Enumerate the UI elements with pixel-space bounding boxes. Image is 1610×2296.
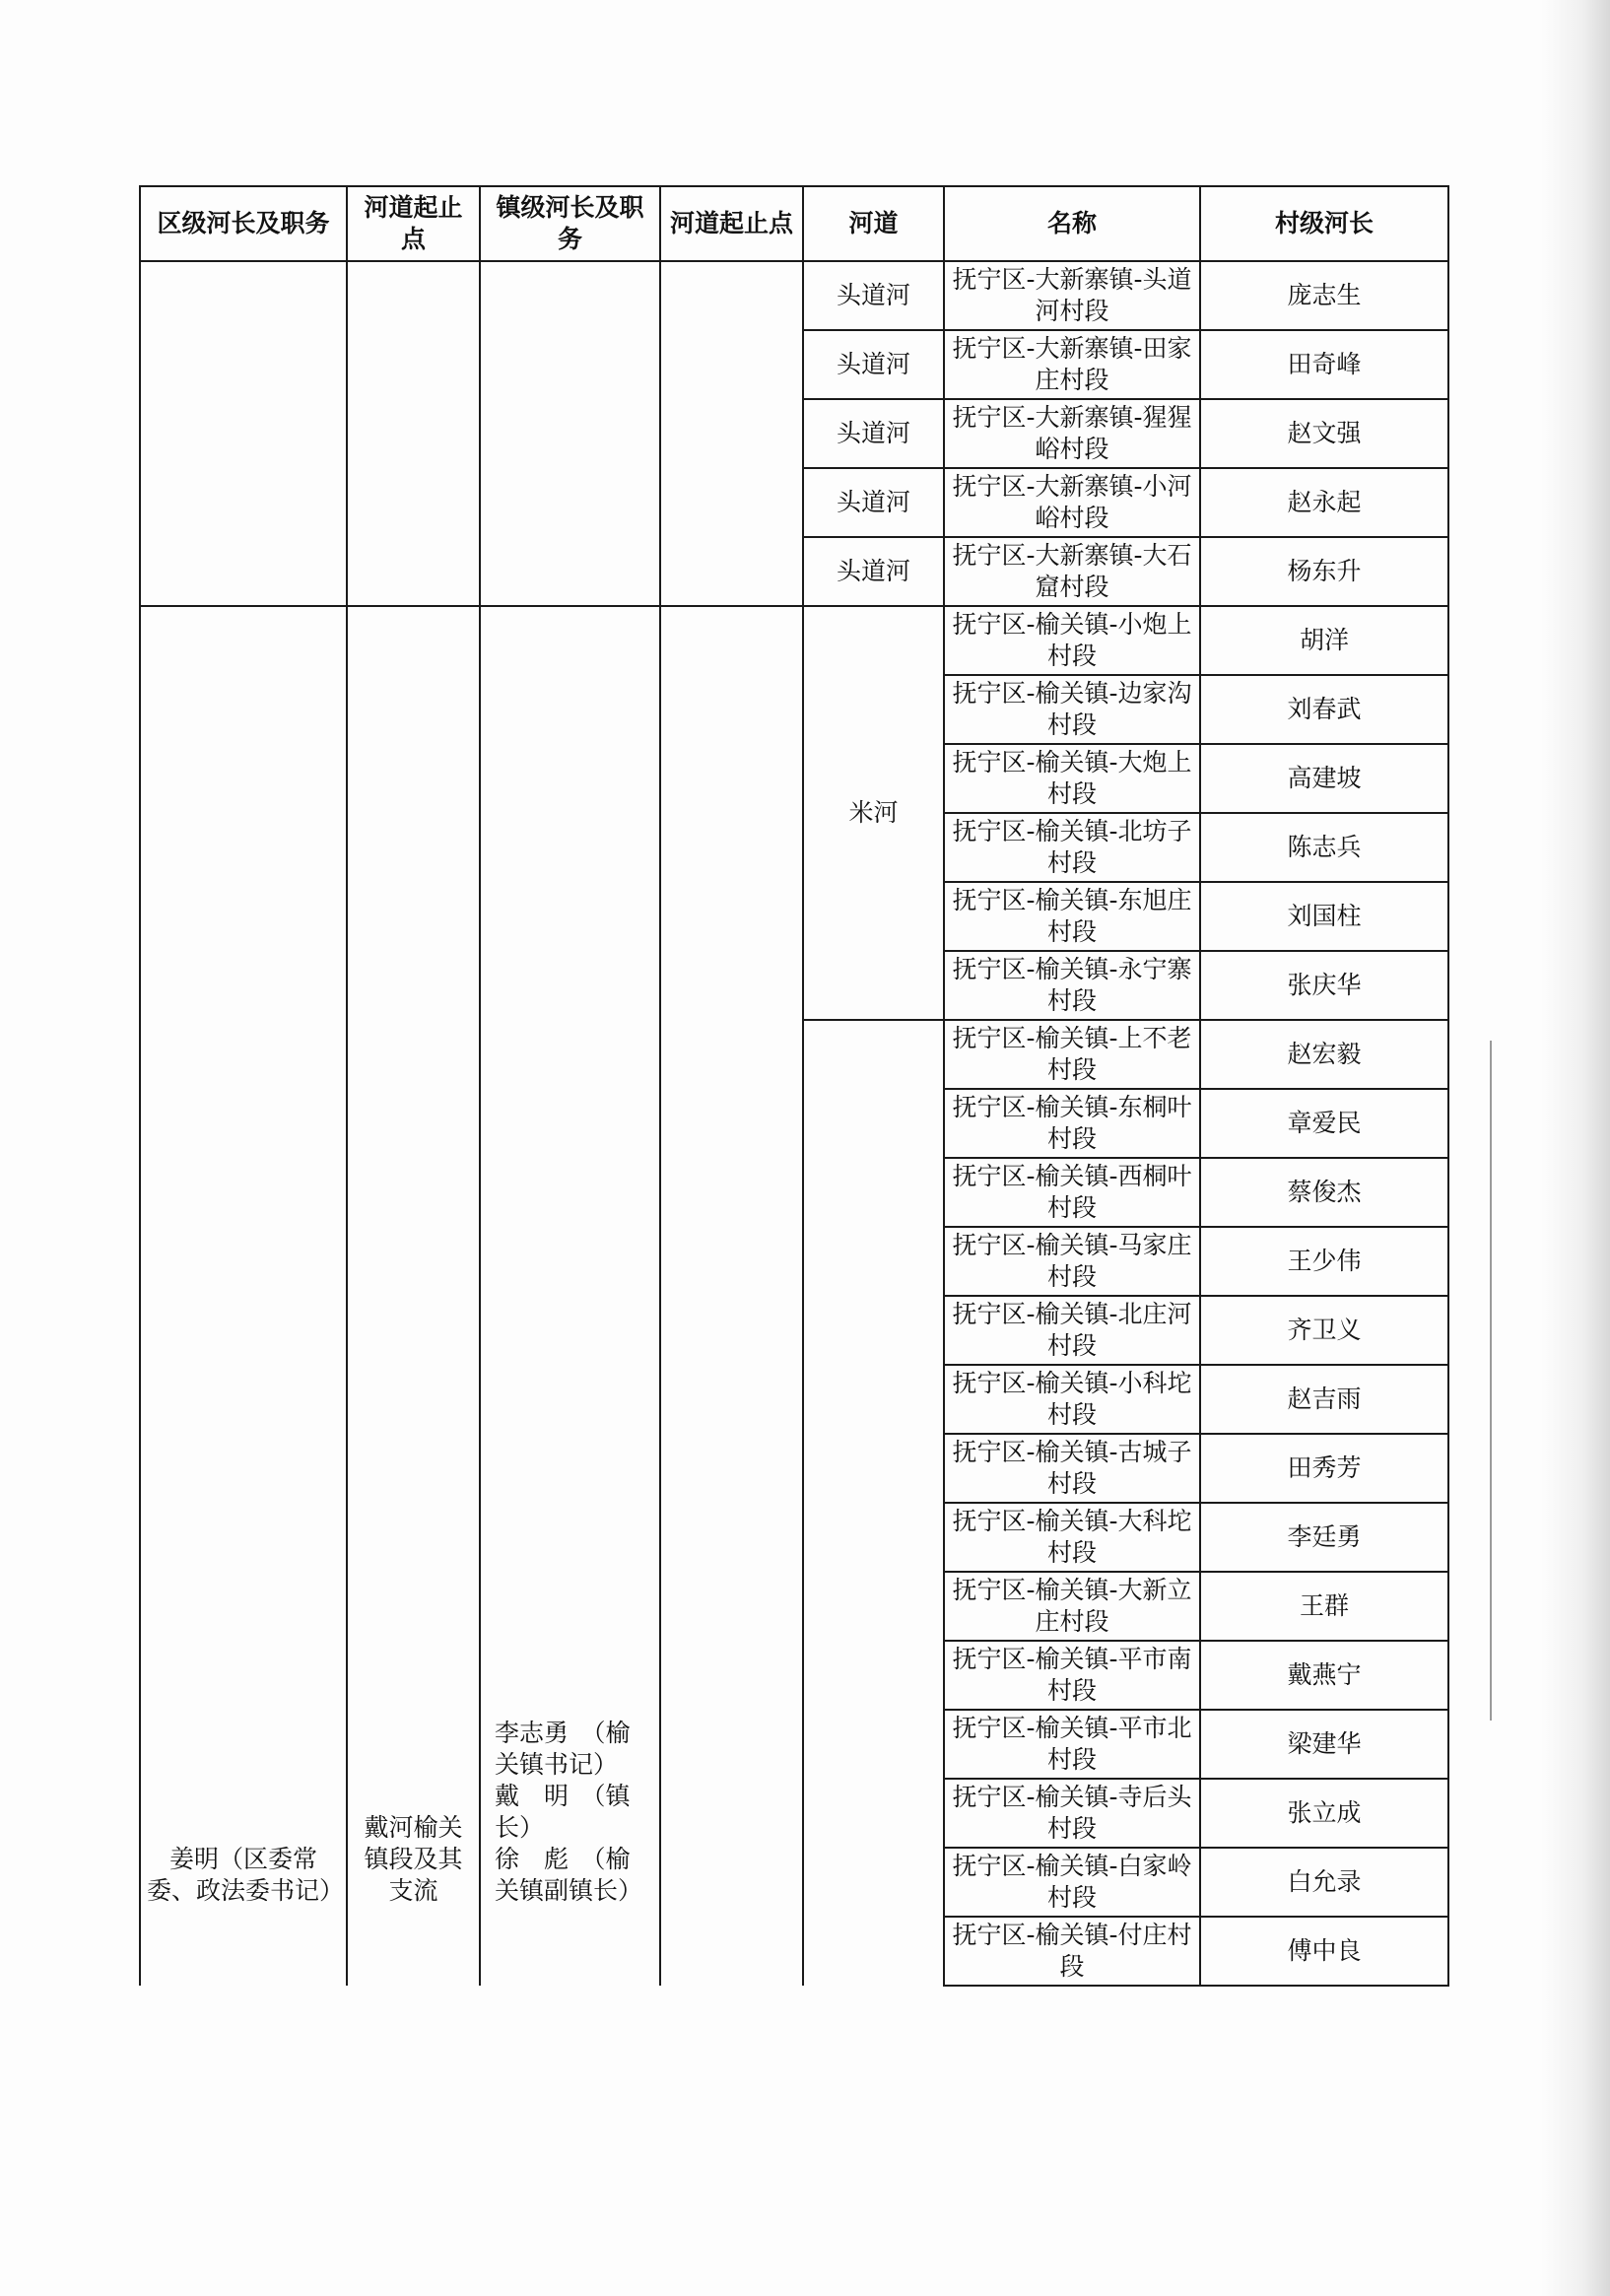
village-chief-cell: 张立成 — [1200, 1779, 1448, 1848]
scan-edge-shadow — [1541, 0, 1610, 2296]
section-name-cell: 抚宁区-榆关镇-付庄村段 — [944, 1917, 1200, 1986]
river-span-cell-blank — [347, 261, 480, 606]
header-district-chief: 区级河长及职务 — [140, 186, 347, 261]
village-chief-cell: 陈志兵 — [1200, 813, 1448, 882]
section-name-cell: 抚宁区-榆关镇-大新立庄村段 — [944, 1572, 1200, 1641]
district-chief-text: 姜明（区委常委、政法委书记） — [147, 1845, 345, 1905]
river-cell-mi: 米河 — [803, 606, 944, 1020]
section-name-cell: 抚宁区-榆关镇-北庄河村段 — [944, 1296, 1200, 1365]
section-name-cell: 抚宁区-榆关镇-小炮上村段 — [944, 606, 1200, 675]
section-name-cell: 抚宁区-榆关镇-大科坨村段 — [944, 1503, 1200, 1572]
river-cell: 头道河 — [803, 261, 944, 330]
river-span-text: 戴河榆关镇段及其支流 — [364, 1813, 463, 1905]
village-chief-cell: 李廷勇 — [1200, 1503, 1448, 1572]
village-chief-cell: 赵吉雨 — [1200, 1365, 1448, 1434]
river-cell: 头道河 — [803, 468, 944, 537]
section-name-cell: 抚宁区-榆关镇-边家沟村段 — [944, 675, 1200, 744]
section-name-cell: 抚宁区-榆关镇-平市北村段 — [944, 1710, 1200, 1779]
village-chief-cell: 张庆华 — [1200, 951, 1448, 1020]
margin-rule — [1490, 1041, 1492, 1721]
town-span-cell-blank — [660, 261, 803, 606]
village-chief-cell: 傅中良 — [1200, 1917, 1448, 1986]
section-name-cell: 抚宁区-大新寨镇-猩猩峪村段 — [944, 399, 1200, 468]
village-chief-cell: 赵永起 — [1200, 468, 1448, 537]
village-chief-cell: 刘国柱 — [1200, 882, 1448, 951]
section-name-cell: 抚宁区-榆关镇-平市南村段 — [944, 1641, 1200, 1710]
village-chief-cell: 戴燕宁 — [1200, 1641, 1448, 1710]
village-chief-cell: 高建坡 — [1200, 744, 1448, 813]
district-chief-cell — [140, 606, 347, 1986]
village-chief-cell: 杨东升 — [1200, 537, 1448, 606]
village-chief-cell: 王少伟 — [1200, 1227, 1448, 1296]
section-name-cell: 抚宁区-大新寨镇-小河峪村段 — [944, 468, 1200, 537]
town-chief-cell-blank — [480, 261, 660, 606]
section-name-cell: 抚宁区-榆关镇-北坊子村段 — [944, 813, 1200, 882]
village-chief-cell: 齐卫义 — [1200, 1296, 1448, 1365]
village-chief-cell: 胡洋 — [1200, 606, 1448, 675]
village-chief-cell: 白允录 — [1200, 1848, 1448, 1917]
section-name-cell: 抚宁区-榆关镇-西桐叶村段 — [944, 1158, 1200, 1227]
section-name-cell: 抚宁区-榆关镇-东桐叶村段 — [944, 1089, 1200, 1158]
section-name-cell: 抚宁区-大新寨镇-大石窟村段 — [944, 537, 1200, 606]
village-chief-cell: 田奇峰 — [1200, 330, 1448, 399]
section-name-cell: 抚宁区-大新寨镇-田家庄村段 — [944, 330, 1200, 399]
header-section-name: 名称 — [944, 186, 1200, 261]
header-town-span: 河道起止点 — [660, 186, 803, 261]
section-name-cell: 抚宁区-榆关镇-东旭庄村段 — [944, 882, 1200, 951]
village-chief-cell: 王群 — [1200, 1572, 1448, 1641]
section-name-cell: 抚宁区-榆关镇-永宁寨村段 — [944, 951, 1200, 1020]
village-chief-cell: 蔡俊杰 — [1200, 1158, 1448, 1227]
village-chief-cell: 梁建华 — [1200, 1710, 1448, 1779]
village-chief-cell: 章爱民 — [1200, 1089, 1448, 1158]
town-chief-text: 李志勇 （榆关镇书记） 戴 明 （镇长） 徐 彪 （榆关镇副镇长） — [495, 1719, 643, 1905]
river-cell: 头道河 — [803, 330, 944, 399]
village-chief-cell: 赵文强 — [1200, 399, 1448, 468]
section-name-cell: 抚宁区-榆关镇-小科坨村段 — [944, 1365, 1200, 1434]
header-river-span: 河道起止点 — [347, 186, 480, 261]
river-cell: 头道河 — [803, 399, 944, 468]
village-chief-cell: 田秀芳 — [1200, 1434, 1448, 1503]
district-chief-cell-blank — [140, 261, 347, 606]
table-row — [140, 261, 1448, 330]
village-chief-cell: 庞志生 — [1200, 261, 1448, 330]
section-name-cell: 抚宁区-榆关镇-白家岭村段 — [944, 1848, 1200, 1917]
section-name-cell: 抚宁区-大新寨镇-头道河村段 — [944, 261, 1200, 330]
village-chief-cell: 赵宏毅 — [1200, 1020, 1448, 1089]
town-span-cell — [660, 606, 803, 1986]
header-river: 河道 — [803, 186, 944, 261]
river-chief-table — [139, 185, 1449, 1987]
section-name-cell: 抚宁区-榆关镇-大炮上村段 — [944, 744, 1200, 813]
section-name-cell: 抚宁区-榆关镇-古城子村段 — [944, 1434, 1200, 1503]
town-chief-cell — [480, 606, 660, 1986]
river-cell: 头道河 — [803, 537, 944, 606]
section-name-cell: 抚宁区-榆关镇-上不老村段 — [944, 1020, 1200, 1089]
table-row — [140, 606, 1448, 675]
village-chief-cell: 刘春武 — [1200, 675, 1448, 744]
header-row — [140, 186, 1448, 261]
section-name-cell: 抚宁区-榆关镇-寺后头村段 — [944, 1779, 1200, 1848]
river-cell-other — [803, 1020, 944, 1986]
section-name-cell: 抚宁区-榆关镇-马家庄村段 — [944, 1227, 1200, 1296]
river-span-cell — [347, 606, 480, 1986]
header-town-chief: 镇级河长及职务 — [480, 186, 660, 261]
header-village-chief: 村级河长 — [1200, 186, 1448, 261]
